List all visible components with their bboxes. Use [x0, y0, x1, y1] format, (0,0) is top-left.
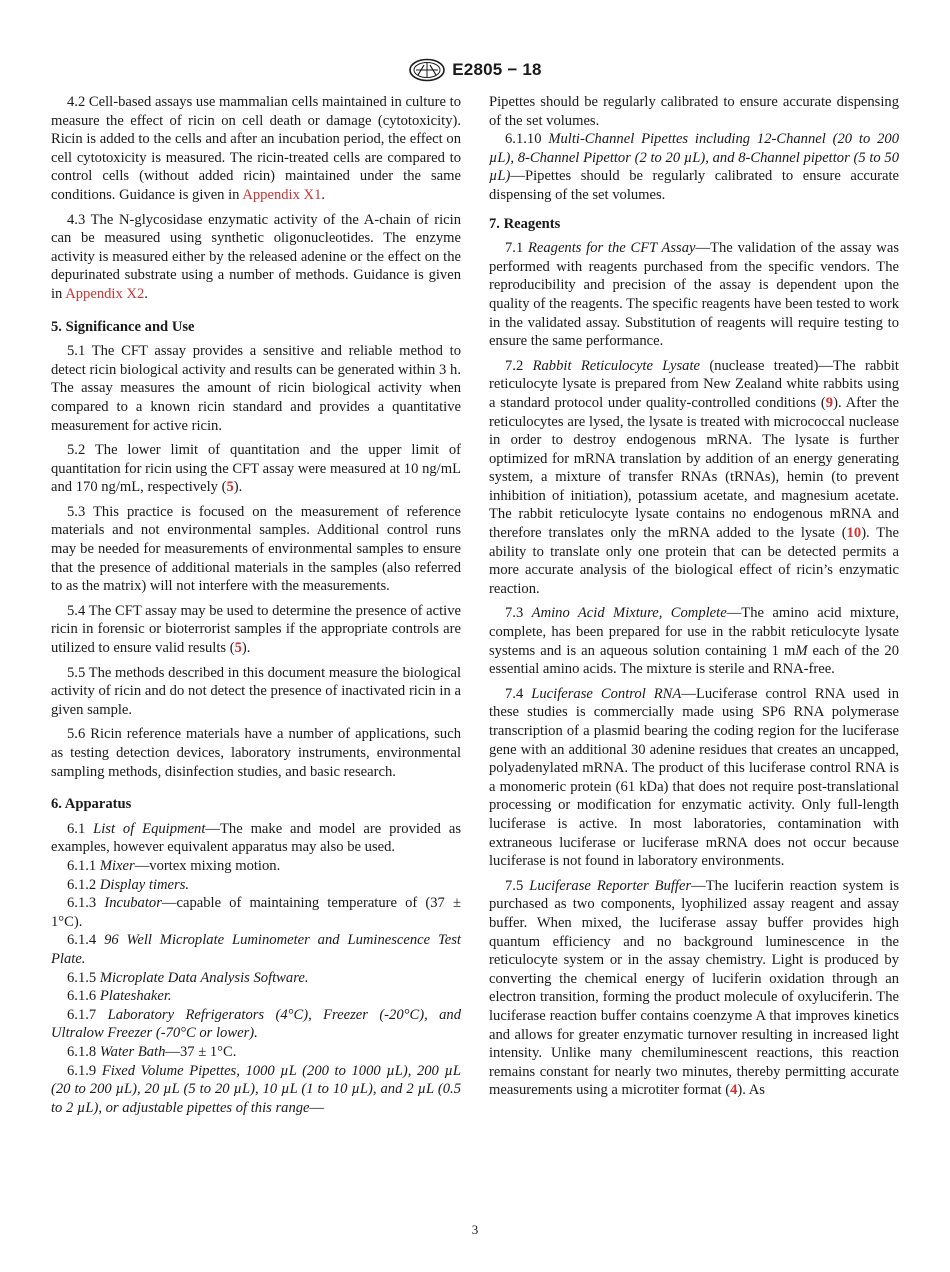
reference-link[interactable]: 5	[226, 479, 234, 496]
section-6-1: 6.1 List of Equipment—The make and model are provided as examples, however equivalent apparatus may also be used.	[51, 820, 461, 856]
section-5-heading: 5. Significance and Use	[51, 318, 195, 335]
section-5-4: 5.4 The CFT assay may be used to determine the presence of active ricin in forensic or bioterrorist samples if the appropriate controls are utilized to ensure valid results (5).	[51, 602, 461, 657]
section-7-3: 7.3 Amino Acid Mixture, Complete—The amino acid mixture, complete, has been prepared for use in the rabbit reticulocyte lysate systems and is an aqueous solution containing 1 mM each of the 20 essential amino acids. The mixture is sterile and RNA-free.	[489, 605, 899, 678]
section-7-1: 7.1 Reagents for the CFT Assay—The validation of the assay was performed with reagents purchased from the specific vendors. The reproducibility and precision of the assay is dependent upon the quality of the reagents. The specific reagents have been tested to work in the validated assay. Substitution of reagents will require testing to ensure the same performance.	[489, 240, 899, 350]
section-4-3: 4.3 The N-glycosidase enzymatic activity of the A-chain of ricin can be measured using synthetic oligonucleotides. The enzyme activity is measured either by the released adenine or the effect on the depurinated substrate using a number of methods. Guidance is given in Appendix X2.	[51, 211, 461, 302]
section-5-5: 5.5 The methods described in this document measure the biological activity of ricin and do not detect the presence of inactivated ricin in a given sample.	[51, 664, 461, 718]
page-number: 3	[471, 1222, 479, 1237]
reference-link[interactable]: 5	[234, 640, 242, 657]
reference-link[interactable]: 9	[825, 394, 834, 411]
section-6-1-10: 6.1.10 Multi-Channel Pipettes including 12-Channel (20 to 200 µL), 8-Channel Pipettor (2 to 20 µL), and 8-Channel pipettor (5 to 50 µL)—Pipettes should be regularly calibrated to ensure accurate dispensing of the set volumes.	[489, 131, 899, 203]
section-6-1-2: 6.1.2 Display timers.	[67, 876, 190, 893]
section-7-2: 7.2 Rabbit Reticulocyte Lysate (nuclease treated)—The rabbit reticulocyte lysate is prepared from New Zealand white rabbits using a standard protocol under quality-controlled conditions (9). After the reticulocytes are lysed, the lysate is treated with micrococcal nuclease in order to destroy endogenous mRNA. The lysate is further optimized for mRNA translation by addition of an energy generating system, a mixture of transfer RNAs (tRNAs), hemin (to prevent inhibition of initiation), potassium acetate, and magnesium acetate. The rabbit reticulocyte lysate contains no endogenous mRNA and therefore translates only the mRNA added to the lysate (10). The ability to translate only one protein that can be detected permits a more accurate analysis of the biological effect of ricin’s enzymatic reaction.	[489, 357, 899, 597]
appendix-x1-link[interactable]: Appendix X1	[242, 186, 322, 203]
document-id: E2805 − 18	[452, 60, 542, 79]
right-column	[489, 93, 899, 1100]
section-4-2: 4.2 Cell-based assays use mammalian cells maintained in culture to measure the effect of ricin on cell death or damage (cytotoxicity). Ricin is added to the cells and after an incubation period, the effect on cell cytotoxicity is measured. The ricin-treated cells are compared to control cells (without added ricin) maintained under the same conditions. Guidance is given in Appendix X1.	[51, 94, 461, 203]
section-6-1-9: 6.1.9 Fixed Volume Pipettes, 1000 µL (200 to 1000 µL), 200 µL (20 to 200 µL), 20 µL (5 to 20 µL), 10 µL (1 to 10 µL), and 2 µL (0.5 to 2 µL), or adjustable pipettes of this range—	[51, 1062, 461, 1116]
appendix-x2-link[interactable]: Appendix X2	[65, 285, 145, 302]
section-5-3: 5.3 This practice is focused on the measurement of reference materials and not environmental samples. Additional control runs may be needed for measurements of environmental samples to ensure that the presence of additional materials in the samples (also referred to as the matrix) will not interfere with the measurements.	[51, 503, 461, 595]
section-6-heading: 6. Apparatus	[51, 796, 132, 813]
reference-link[interactable]: 10	[846, 525, 862, 542]
section-6-1-5: 6.1.5 Microplate Data Analysis Software.	[67, 969, 309, 986]
section-6-1-7: 6.1.7 Laboratory Refrigerators (4°C), Freezer (-20°C), and Ultralow Freezer (-70°C or lower).	[51, 1006, 461, 1042]
reference-link[interactable]: 4	[730, 1082, 738, 1099]
section-5-1: 5.1 The CFT assay provides a sensitive and reliable method to detect ricin biological activity and results can be generated within 3 h. The assay measures the amount of ricin biological activity when compared to a known ricin standard and provides a quantitative measurement for active ricin.	[51, 343, 461, 434]
section-6-1-4: 6.1.4 96 Well Microplate Luminometer and Luminescence Test Plate.	[51, 932, 461, 967]
section-6-1-6: 6.1.6 Plateshaker.	[67, 988, 172, 1005]
page-header	[0, 56, 950, 84]
section-6-1-1: 6.1.1 Mixer—vortex mixing motion.	[67, 857, 281, 874]
section-7-heading: 7. Reagents	[489, 215, 561, 232]
section-7-5: 7.5 Luciferase Reporter Buffer—The luciferin reaction system is purchased as two components, lyophilized assay reagent and assay buffer. When mixed, the luciferase assay buffer provides high quantum efficiency and no background luminescence in the reticulocyte system or in the assay chemistry. Light is produced by converting the chemical energy of luciferin oxidation through an electron transition, forming the product molecule of oxyluciferin. The luciferase reaction buffer contains coenzyme A that improves kinetics and allows for greater enzymatic turnover resulting in increased light intensity. Unlike many chemiluminescent reactions, this reaction remains constant for nearly two minutes, thereby permitting accurate measurements using a microtiter format (4). As	[489, 877, 900, 1099]
left-column	[51, 93, 461, 1117]
section-5-6: 5.6 Ricin reference materials have a number of applications, such as testing detection devices, laboratory instruments, environmental sampling methods, disinfection studies, and basic research.	[51, 726, 461, 780]
astm-logo	[408, 58, 446, 82]
section-7-4: 7.4 Luciferase Control RNA—Luciferase control RNA used in these studies is commercially made using SP6 RNA polymerase transcription of a plasmid bearing the coding region for the luciferase gene with an additional 30 adenine residues that creates an uncapped, polyadenylated mRNA. The product of this luciferase control RNA is a monomeric protein (61 kDa) that does not require post-translational processing or modification for enzymatic activity. Only full-length luciferase is active. In most laboratories, contamination with extraneous luciferase or luciferase mRNA does not occur because luciferase is not found in laboratory environments.	[489, 685, 899, 870]
section-6-1-3: 6.1.3 Incubator—capable of maintaining temperature of (37 ± 1°C).	[51, 895, 461, 930]
section-6-1-8: 6.1.8 Water Bath—37 ± 1°C.	[67, 1043, 237, 1060]
section-6-1-9-continued: Pipettes should be regularly calibrated to ensure accurate dispensing of the set volumes.	[489, 94, 899, 129]
section-5-2: 5.2 The lower limit of quantitation and the upper limit of quantitation for ricin using the CFT assay were measured at 10 ng/mL and 170 ng/mL, respectively (5).	[51, 442, 461, 496]
